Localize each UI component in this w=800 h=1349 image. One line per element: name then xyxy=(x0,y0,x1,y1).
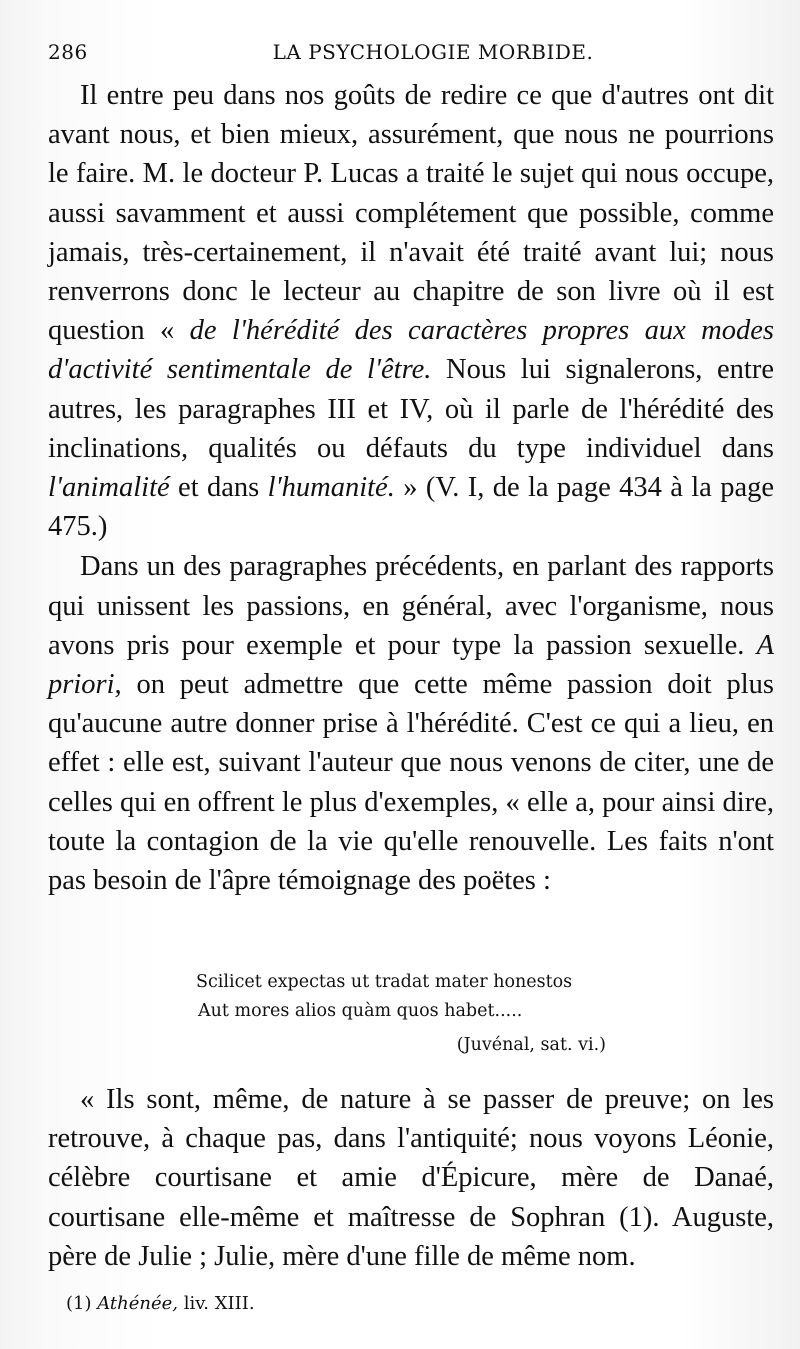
text-segment: Nous lui signalerons, entre autres, les paragraphes III et IV, où il parle de l'hérédité des inclinations, qualités ou défauts du type individuel dans xyxy=(48,354,774,464)
quotation-line-2: Aut mores alios quàm quos habet..... xyxy=(198,1001,523,1021)
footnote-reference: liv. XIII. xyxy=(178,1293,255,1314)
paragraph-2 xyxy=(48,547,774,900)
italic-segment: l'humanité. xyxy=(267,472,395,504)
quotation-line-1: Scilicet expectas ut tradat mater honestos xyxy=(196,972,573,992)
italic-segment: de l'hérédité des caractères propres aux modes d'activité sentimentale de l'être. xyxy=(48,315,774,386)
footnote-mark: (1) xyxy=(66,1293,92,1314)
italic-segment: A priori, xyxy=(48,629,774,701)
paragraph-3 xyxy=(48,1080,774,1276)
text-segment: et dans xyxy=(169,472,268,504)
page-number: 286 xyxy=(48,40,88,64)
footnote xyxy=(66,1292,255,1316)
latin-quotation xyxy=(48,968,774,1060)
body-text-continued xyxy=(48,1080,774,1276)
footnote-work: Athénée, xyxy=(97,1293,179,1314)
body-text xyxy=(48,76,774,900)
text-segment: « Ils sont, même, de nature à se passer de preuve; on les retrouve, à chaque pas, dans l'antiquité; nous voyons Léonie, célèbre courtisane et amie d'Épicure, mère de Danaé, courtisane elle-même et maîtresse de Sophran (1). Auguste, père de Julie ; Julie, mère d'une fille de même nom. xyxy=(48,1084,774,1272)
running-title: LA PSYCHOLOGIE MORBIDE. xyxy=(272,40,594,64)
text-segment: on peut admettre que cette même passion doit plus qu'aucune autre donner prise à l'hérédité. C'est ce qui a lieu, en effet : elle est, suivant l'auteur que nous venons de citer, une de celles qui en offrent le plus d'exemples, « elle a, pour ainsi dire, toute la contagion de la vie qu'elle renouvelle. Les faits n'ont pas besoin de l'âpre témoignage des poëtes : xyxy=(48,669,774,897)
text-segment: » (V. I, de la page 434 à la page 475.) xyxy=(48,472,774,543)
running-head xyxy=(48,40,778,70)
paragraph-1 xyxy=(48,76,774,546)
quotation-attribution: (Juvénal, sat. vi.) xyxy=(456,1035,606,1055)
text-segment: Dans un des paragraphes précédents, en parlant des rapports qui unissent les passions, en général, avec l'organisme, nous avons pris pour exemple et pour type la passion sexuelle. xyxy=(48,551,774,661)
text-segment: Il entre peu dans nos goûts de redire ce que d'autres ont dit avant nous, et bien mieux, assurément, que nous ne pourrions le faire. M. le docteur P. Lucas a traité le sujet qui nous occupe, aussi savamment et aussi complétement que possible, comme jamais, très-certainement, il n'avait été traité avant lui; nous renverrons donc le lecteur au chapitre de son livre où il est question « xyxy=(48,80,774,347)
italic-segment: l'animalité xyxy=(48,472,170,504)
